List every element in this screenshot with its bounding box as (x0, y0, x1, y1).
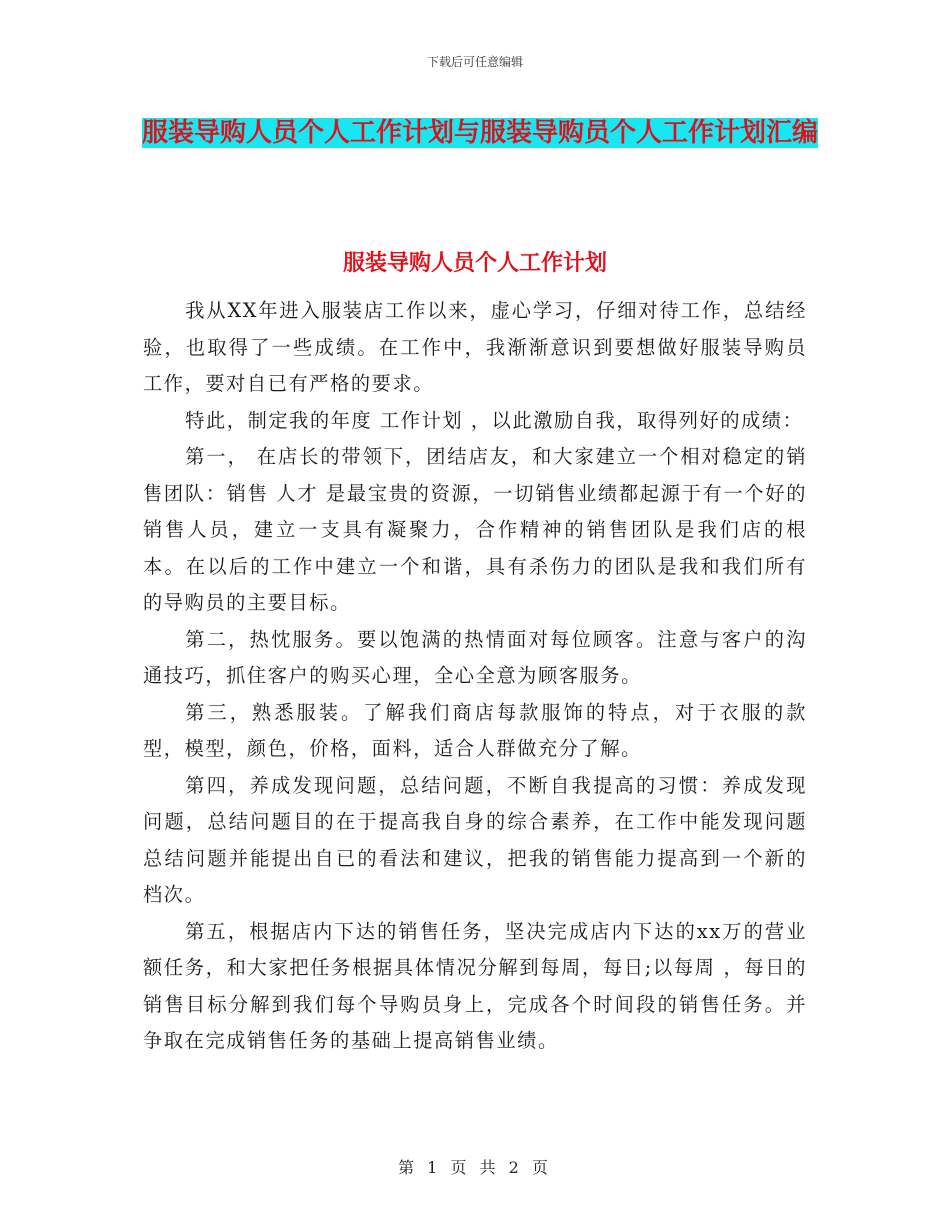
section-title: 服装导购人员个人工作计划 (342, 251, 607, 276)
document-body (143, 293, 807, 1060)
paragraph: 我从XX年进入服装店工作以来，虚心学习，仔细对待工作，总结经验，也取得了一些成绩。在工作中，我渐渐意识到要想做好服装导购员工作，要对自已有严格的要求。 (143, 299, 807, 395)
paragraph: 第一， 在店长的带领下，团结店友，和大家建立一个相对稳定的销售团队：销售 人才 是最宝贵的资源，一切销售业绩都起源于有一个好的销售人员，建立一支具有凝聚力，合作精神的销售团队是我们店的根本。在以后的工作中建立一个和谐，具有杀伤力的团队是我和我们所有的导购员的主要目标。 (143, 445, 807, 614)
document-title-text: 服装导购人员个人工作计划与服装导购员个人工作计划汇编 (141, 118, 818, 148)
document-title (140, 110, 820, 157)
paragraph: 特此，制定我的年度 工作计划 ，以此激励自我，取得列好的成绩： (185, 408, 804, 432)
paragraph: 第三，熟悉服装。了解我们商店每款服饰的特点，对于衣服的款型，模型，颜色，价格，面料，适合人群做充分了解。 (143, 700, 807, 760)
paragraph: 第二，热忱服务。要以饱满的热情面对每位顾客。注意与客户的沟通技巧，抓住客户的购买心理，全心全意为顾客服务。 (143, 627, 807, 687)
header-note: 下载后可任意编辑 (426, 55, 523, 69)
paragraph: 第四，养成发现问题，总结问题，不断自我提高的习惯：养成发现问题，总结问题目的在于提高我自身的综合素养，在工作中能发现问题总结问题并能提出自已的看法和建议，把我的销售能力提高到一个新的档次。 (143, 773, 807, 906)
page-number-footer: 第 1 页 共 2 页 (398, 1158, 552, 1177)
paragraph: 第五，根据店内下达的销售任务，坚决完成店内下达的xx万的营业额任务，和大家把任务根据具体情况分解到每周，每日;以每周 ，每日的销售目标分解到我们每个导购员身上，完成各个时间段的销售任务。并争取在完成销售任务的基础上提高销售业绩。 (143, 919, 807, 1052)
